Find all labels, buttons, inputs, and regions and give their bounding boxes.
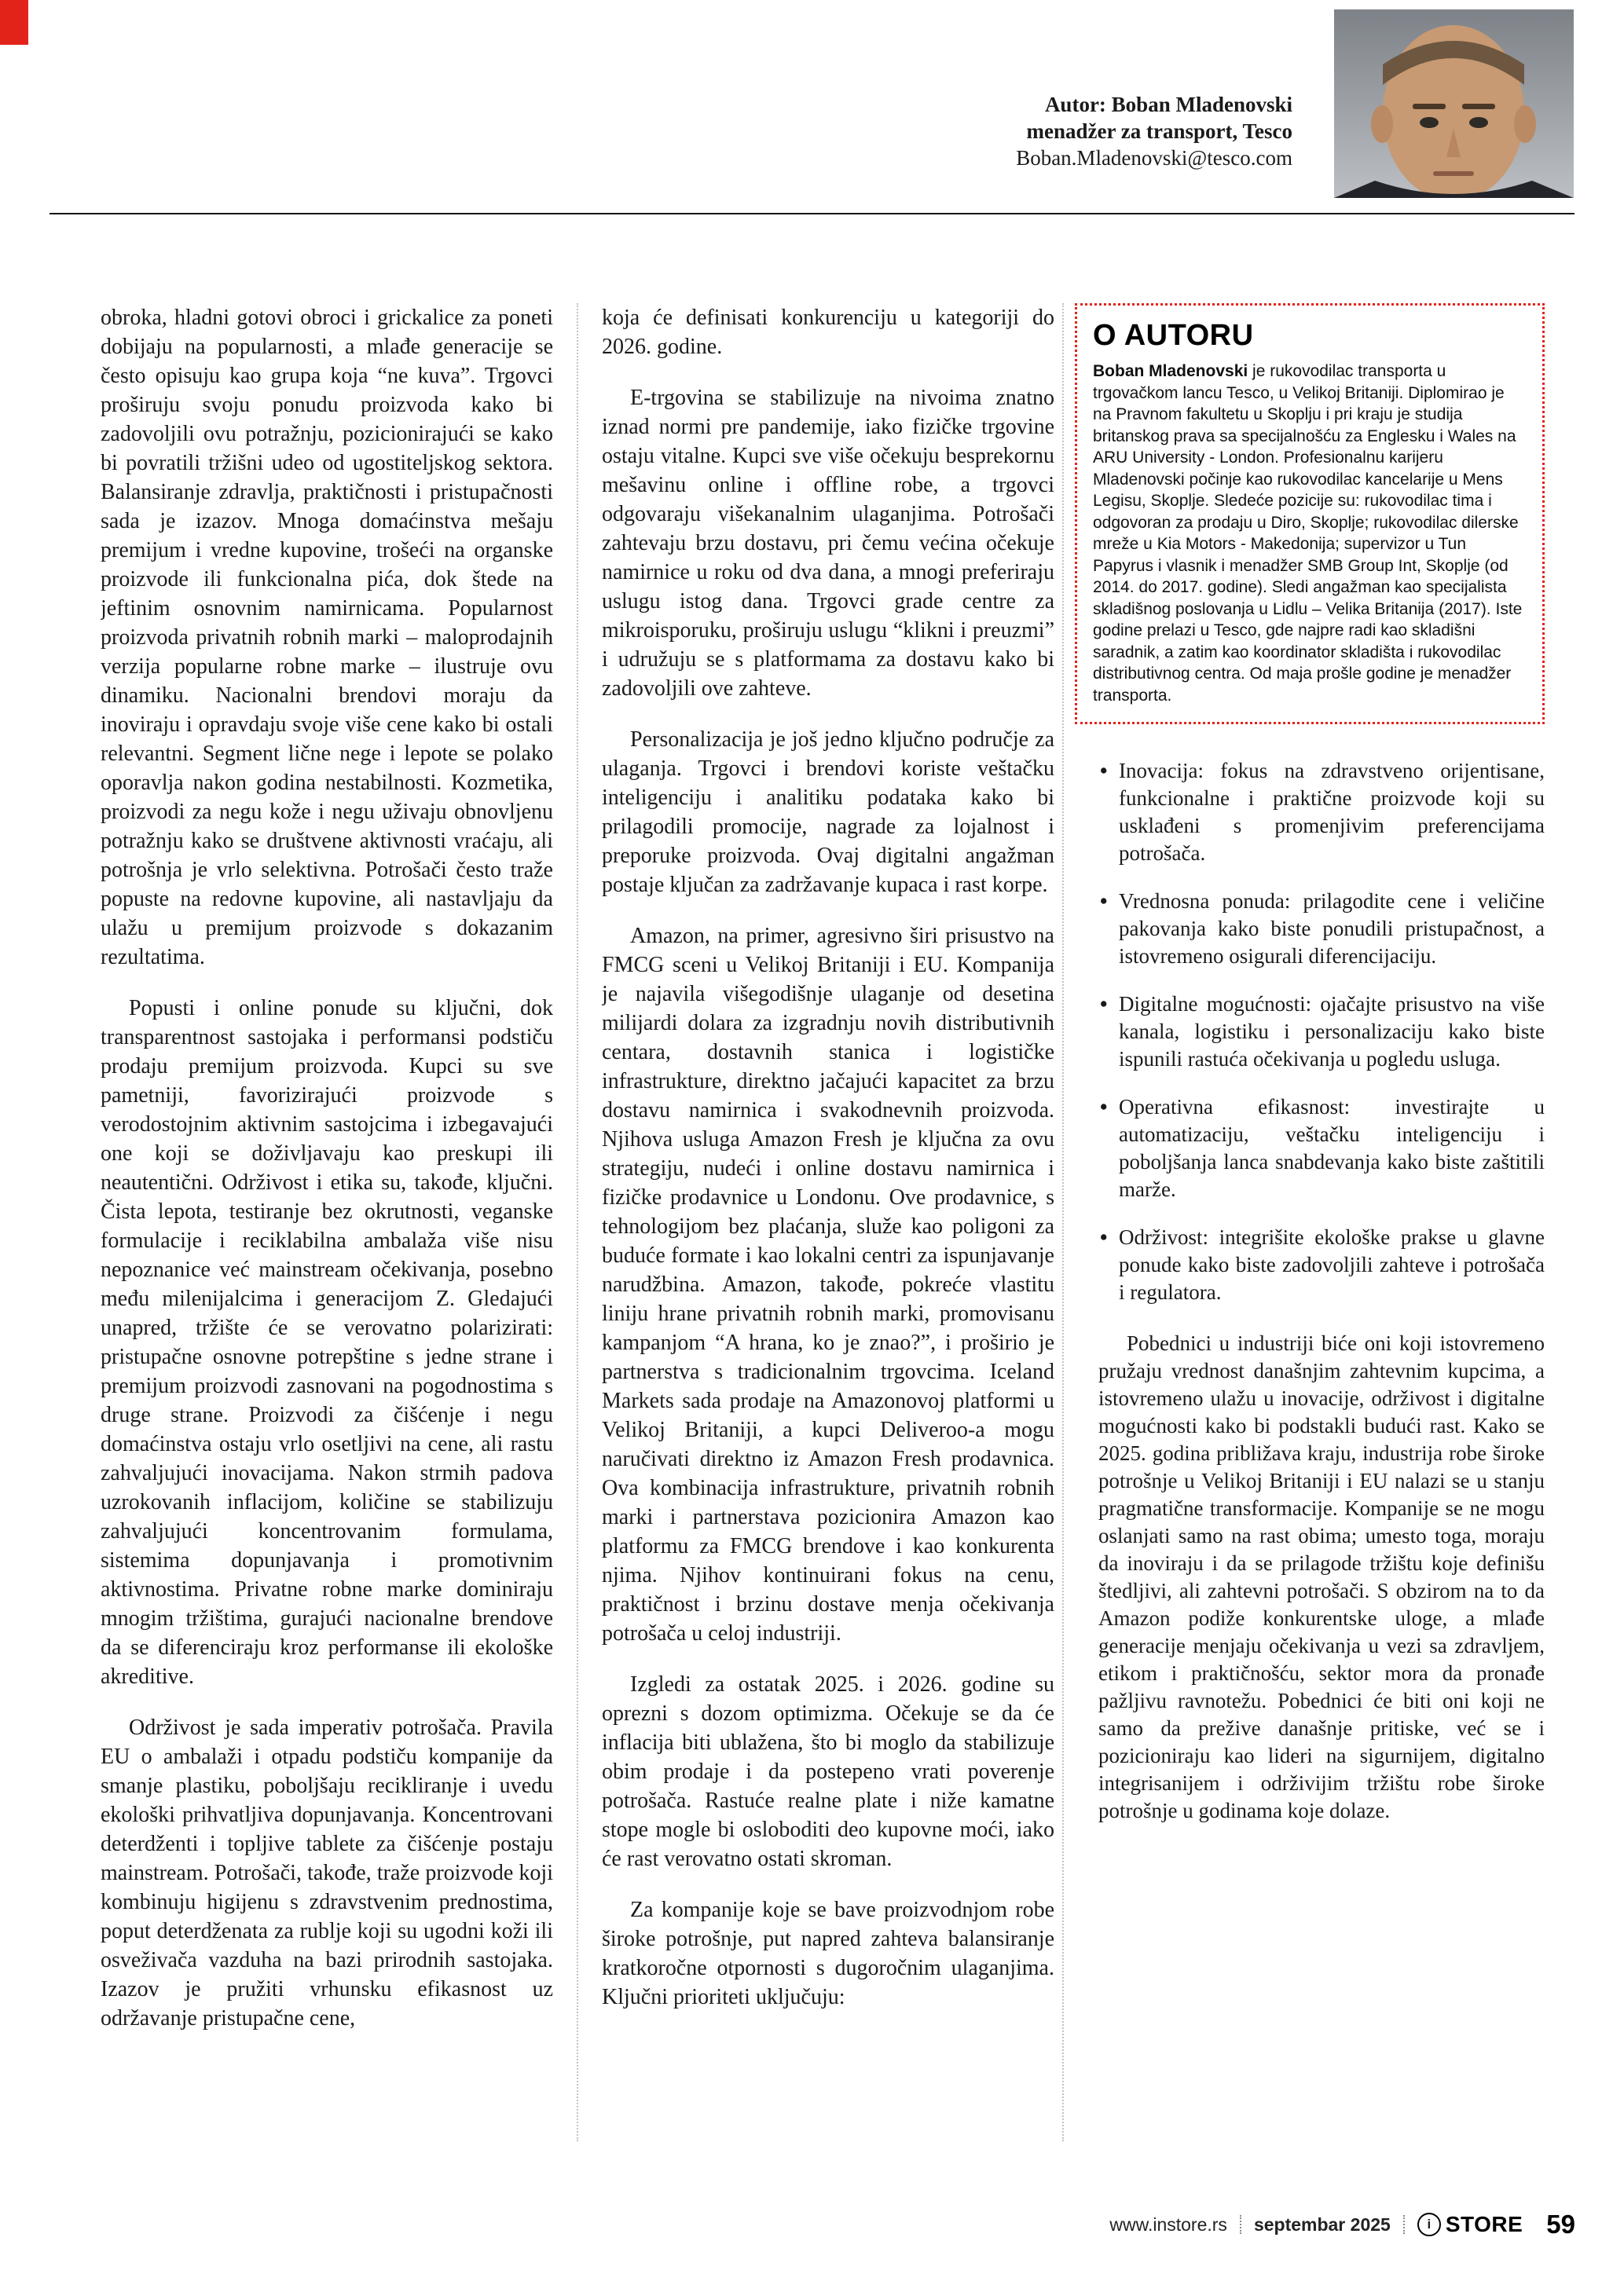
paragraph: E-trgovina se stabilizuje na nivoima znatno iznad normi pre pandemije, iako fizičke trgovine ostaju vitalne. Kupci sve više očekuju besprekornu mešavinu online i offline robe, a trgovci odgovaraju višekanalnim ulaganjima. Potrošači zahtevaju brzu dostavu, pri čemu većina očekuje namirnice u roku od dva dana, a mnogi preferiraju uslugu istog dana. Trgovci grade centre za mikroisporuku, proširuju uslugu “klikni i preuzmi” i udružuju se s platformama za dostavu kako bi zadovoljili ove zahteve. [602, 386, 1054, 701]
instore-logo-icon: i [1417, 2213, 1441, 2236]
footer-website: www.instore.rs [1109, 2214, 1227, 2235]
footer-separator [1240, 2215, 1241, 2234]
header-rule [49, 213, 1575, 214]
closing-paragraph: Pobednici u industriji biće oni koji istovremeno pružaju vrednost današnjim zahtevnim kupcima, a istovremeno ulažu u inovacije, održivost i digitalne mogućnosti kako bi podstakli budući rast. Kako se 2025. godina približava kraju, industrija robe široke potrošnje u Velikoj Britaniji i EU nalazi se u stanju pragmatične transformacije. Kompanije se ne mogu oslanjati samo na rast obima; umesto toga, moraju da inoviraju i da se prilagode tržištu koje definišu štedljivi, ali zahtevni potrošači. S obzirom na to da Amazon podiže konkurentske uloge, a mlađe generacije menjaju očekivanja u vezi sa zdravljem, etikom i praktičnošću, sektor mora da pronađe pažljivu ravnotežu. Pobednici će biti oni koji ne samo da prežive današnje pritiske, već se i pozicioniraju kao lideri na sigurnijem, digitalno integrisanijem i održivijim tržištu robe široke potrošnje u godinama koje dolaze. [1098, 1331, 1545, 1822]
paragraph: Personalizacija je još jedno ključno područje za ulaganja. Trgovci i brendovi koriste veštačku inteligenciju i analitiku podataka kako bi prilagodili promocije, nagrade za lojalnost i preporuke proizvoda. Ovaj digitalni angažman postaje ključan za zadržavanje kupaca i rast korpe. [602, 727, 1054, 897]
about-bio [1093, 361, 1527, 706]
about-name: Boban Mladenovski [1093, 362, 1248, 380]
bullet-item [1098, 888, 1545, 970]
footer-separator [1403, 2215, 1405, 2234]
header-author-line: Autor: Boban Mladenovski [1044, 93, 1292, 116]
page-number: 59 [1546, 2210, 1575, 2239]
magazine-name: STORE [1445, 2212, 1523, 2236]
about-the-author-box [1075, 303, 1545, 724]
footer-issue: septembar 2025 [1253, 2214, 1391, 2235]
paragraph: Popusti i online ponude su ključni, dok transparentnost sastojaka i performansi podstiču prodaju premijum proizvoda. Kupci su sve pametniji, favorizirajući proizvode s verodostojnim aktivnim sastojcima i izbegavajući one koji se doživljavaju kao preskupi ili neautentični. Održivost i etika su, takođe, ključni. Čista lepota, testiranje bez okrutnosti, veganske formulacije i reciklabilna ambalaža više nisu nepoznanice već mainstream očekivanja, posebno među milenijalcima i generacijom Z. Gledajući unapred, tržište će se verovatno polarizirati: pristupačne osnovne potrepštine s jedne strane i premijum proizvodi zasnovani na pogodnostima s druge strane. Proizvodi za čišćenje i negu domaćinstva ostaju vrlo osetljivi na cene, ali rastu zahvaljujući inovacijama. Nakon strmih padova uzrokovanih inflacijom, količine se stabilizuju zahvaljujući koncentrovanim formulama, sistemima dopunjavanja i promotivnim aktivnostima. Privatne robne marke dominiraju mnogim tržištima, gurajući nacionalne brendove da se diferenciraju kroz performanse ili ekološke akreditive. [101, 996, 553, 1689]
column-separator [1062, 303, 1064, 2141]
header [1016, 91, 1292, 171]
about-bio-text: je rukovodilac transporta u trgovačkom lancu Tesco, u Velikoj Britaniji. Diplomirao je na Pravnom fakultetu u Skoplju i pri kraju je studija britanskog prava sa specijalnošću za Englesku i Wales na ARU University - London. Profesionalnu karijeru Mladenovski počinje kao rukovodilac kancelarije u Mens Legisu, Skoplje. Sledeće pozicije su: rukovodilac tima i odgovoran za prodaju u Diro, Skoplje; rukovodilac dilerske mreže u Kia Motors - Makedonija; supervizor u Tun Papyrus i vlasnik i menadžer SMB Group Int, Skoplje (od 2014. do 2017. godine). Sledi angažman kao specijalista skladišnog poslovanja u Lidlu – Velika Britanija (2017). Iste godine prelazi u Tesco, gde najpre radi kao skladišni saradnik, a zatim kao koordinator skladišta i rukovodilac distributivnog centra. Od maja prošle godine je menadžer transporta. [1093, 362, 1523, 705]
about-title: O AUTORU [1093, 319, 1254, 352]
column-separator [577, 303, 578, 2141]
paragraph: koja će definisati konkurenciju u kategoriji do 2026. godine. [602, 306, 1054, 359]
bullet-text: Digitalne mogućnosti: ojačajte prisustvo na više kanala, logistiku i personalizaciju kako biste ispunili rastuća očekivanja u pogledu usluga. [1119, 992, 1545, 1071]
bullet-item [1098, 757, 1545, 867]
footer [1109, 2210, 1575, 2239]
bullet-text: Inovacija: fokus na zdravstveno orijentisane, funkcionalne i praktične proizvode koji su usklađeni s promenjivim preferencijama potrošača. [1119, 759, 1545, 865]
paragraph: Izgledi za ostatak 2025. i 2026. godine su oprezni s dozom optimizma. Očekuje se da će inflacija biti ublažena, što bi moglo da stabilizuje obim prodaje i da postepeno vrati poverenje potrošača. Rastuće realne plate i niže kamatne stope mogle bi osloboditi deo kupovne moći, iako će rast verovatno ostati skroman. [602, 1672, 1054, 1871]
bullet-text: Operativna efikasnost: investirajte u automatizaciju, veštačku inteligenciju i poboljšanja lanca snabdevanja kako biste zaštitili marže. [1119, 1095, 1545, 1201]
column-middle [602, 303, 1054, 2182]
paragraph: obroka, hladni gotovi obroci i grickalice za poneti dobijaju na popularnosti, a mlađe generacije se često opisuju kao grupa koja “ne kuva”. Trgovci proširuju svoju ponudu proizvoda kako bi zadovoljili ovu potražnju, pozicionirajući se kako bi povratili tržišni udeo od ugostiteljskog sektora. Balansiranje zdravlja, praktičnosti i pristupačnosti sada je izazov. Mnoga domaćinstva mešaju premijum i vredne kupovine, trošeći na organske proizvode ili funkcionalna pića, dok štede na jeftinim osnovnim namirnicama. Popularnost proizvoda privatnih robnih marki – maloprodajnih verzija popularne robne marke – ilustruje ovu dinamiku. Nacionalni brendovi moraju da inoviraju i opravdaju svoje više cene kako bi ostali relevantni. Segment lične nege i lepote se polako oporavlja nakon godina nestabilnosti. Kozmetika, proizvodi za negu kože i negu uživaju obnovljenu potražnju kako se društvene aktivnosti vraćaju, ali potrošnja je vrlo selektivna. Potrošači često traže popuste na redovne kupovine, ali nastavljaju da ulažu u premijum proizvode s dokazanim rezultatima. [101, 306, 553, 969]
paragraph: Amazon, na primer, agresivno širi prisustvo na FMCG sceni u Velikoj Britaniji i EU. Kompanija je najavila višegodišnje ulaganje od desetina milijardi dolara za izgradnju novih distributivnih centara, dostavnih stanica i logističke infrastrukture, direktno jačajući kapacitet za brzu dostavu namirnica i svakodnevnih proizvoda. Njihova usluga Amazon Fresh je ključna za ovu strategiju, nudeći i online dostavu namirnica i fizičke prodavnice u Londonu. Ove prodavnice, s tehnologijom bez plaćanja, služe kao poligoni za buduće formate i kao lokalni centri za ispunjavanje narudžbina. Amazon, takođe, pokreće vlastitu liniju hrane privatnih robnih marki, promovisanu kampanjom “A hrana, ko je znao?”, i proširio je partnerstva s tradicionalnim trgovcima. Iceland Markets sada prodaje na Amazonovoj platformi u Velikoj Britaniji, a kupci Deliveroo-a mogu naručivati direktno iz Amazon Fresh prodavnica. Ova kombinacija infrastrukture, privatnih robnih marki i partnerstava pozicionira Amazon kao platformu za FMCG brendove i kao konkurenta njima. Njihov kontinuirani fokus na cenu, praktičnost i brzinu dostave menja očekivanja potrošača u celoj industriji. [602, 924, 1054, 1646]
bullet-list [1098, 757, 1545, 1306]
author-photo [1334, 9, 1574, 198]
bullet-item [1098, 1093, 1545, 1203]
instore-logo [1417, 2212, 1523, 2237]
corner-mark [0, 0, 28, 45]
bullet-item [1098, 991, 1545, 1073]
header-email: Boban.Mladenovski@tesco.com [1016, 146, 1292, 170]
header-role-line: menadžer za transport, Tesco [1026, 119, 1292, 143]
bullet-text: Održivost: integrišite ekološke prakse u glavne ponude kako biste zadovoljili zahteve i potrošača i regulatora. [1119, 1225, 1545, 1304]
column-right [1075, 303, 1545, 2182]
bullet-item [1098, 1224, 1545, 1306]
author-photo-image [1334, 9, 1574, 198]
paragraph: Za kompanije koje se bave proizvodnjom robe široke potrošnje, put napred zahteva balansiranje kratkoročne otpornosti s dugoročnim ulaganjima. Ključni prioriteti uključuju: [602, 1898, 1054, 2009]
bullet-text: Vrednosna ponuda: prilagodite cene i veličine pakovanja kako biste ponudili pristupačnost, a istovremeno osigurali diferencijaciju. [1119, 889, 1545, 968]
paragraph: Održivost je sada imperativ potrošača. Pravila EU o ambalaži i otpadu podstiču kompanije da smanje plastiku, poboljšaju recikliranje i uvedu ekološki prihvatljiva dopunjavanja. Koncentrovani deterdženti i topljive tablete za čišćenje postaju mainstream. Potrošači, takođe, traže proizvode koji kombinuju higijenu s zdravstvenim prednostima, poput deterdženata za rublje koji su ugodni koži ili osveživača vazduha na bazi prirodnih sastojaka. Izazov je pružiti vrhunsku efikasnost uz održavanje pristupačne cene, [101, 1716, 553, 2031]
column-left [101, 303, 553, 2182]
